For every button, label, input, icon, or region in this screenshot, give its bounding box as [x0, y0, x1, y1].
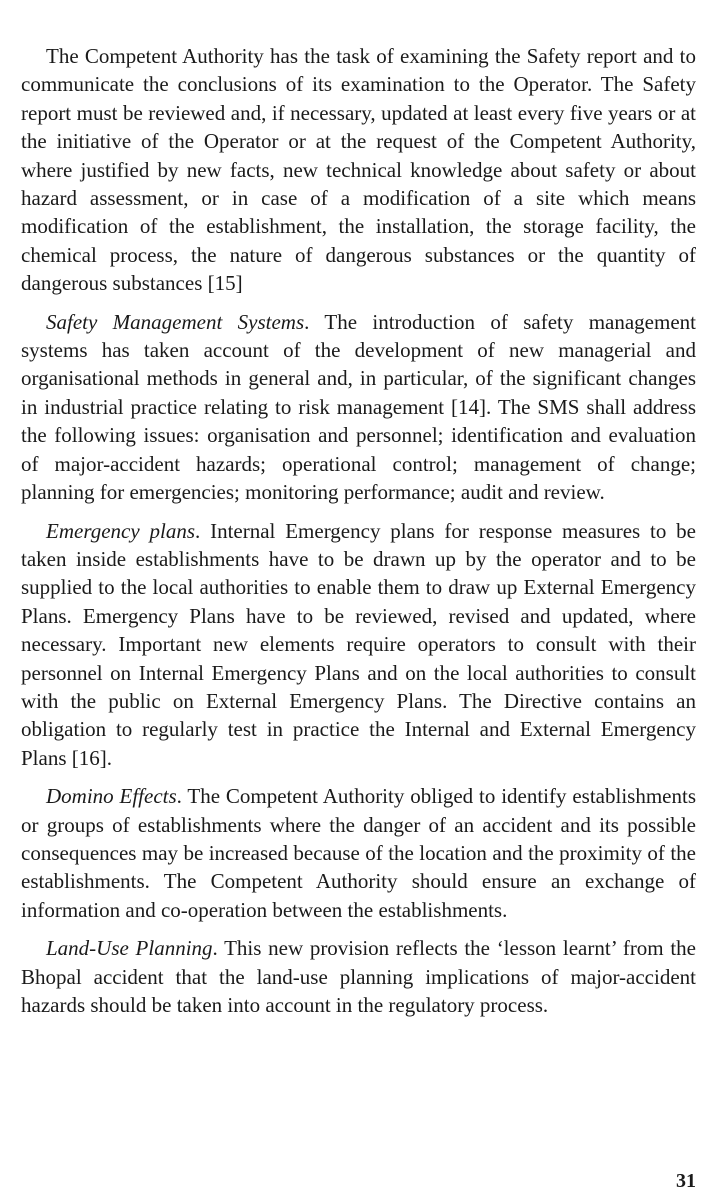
paragraph-heading: Safety Management Systems — [46, 309, 305, 334]
paragraph-text: . The introduction of safety management systems has taken account of the development of new managerial and organisational methods in general and, in particular, of the significant changes in industrial practice relating to risk management [14]. The SMS shall address the following issues: organisation and personnel; identification and evaluation of major-accident hazards; operational control; management of change; planning for emergencies; monitoring performance; audit and review. — [21, 309, 696, 505]
paragraph-text: . This new provision reflects the ‘lesson learnt’ from the Bhopal accident that the land-use planning implications of major-accident hazards should be taken into account in the regulatory process. — [21, 936, 696, 1017]
paragraph-emergency-plans — [21, 517, 696, 773]
paragraph-safety-management-systems — [21, 308, 696, 507]
paragraph-heading: Land-Use Planning — [46, 936, 213, 961]
paragraph-safety-report — [21, 42, 696, 298]
paragraph-text: . Internal Emergency plans for response measures to be taken inside establishments have to be drawn up by the operator and to be supplied to the local authorities to enable them to draw up External Emergency Plans. Emergency Plans have to be reviewed, revised and updated, where necessary. Important new elements require operators to consult with their personnel on Internal Emergency Plans and on the local authorities to consult with the public on External Emergency Plans. The Directive contains an obligation to regularly test in practice the Internal and External Emergency Plans [16]. — [21, 518, 696, 770]
page-number: 31 — [676, 1170, 696, 1192]
paragraph-heading: Emergency plans — [46, 518, 196, 543]
paragraph-domino-effects — [21, 782, 696, 924]
paragraph-heading: Domino Effects — [46, 784, 177, 809]
paragraph-text: . The Competent Authority obliged to identify establishments or groups of establishments where the danger of an accident and its possible consequences may be increased because of the location and the proximity of the establishments. The Competent Authority should ensure an exchange of information and co-operation between the establishments. — [21, 784, 697, 922]
paragraph-text: The Competent Authority has the task of examining the Safety report and to communicate the conclusions of its examination to the Operator. The Safety report must be reviewed and, if necessary, updated at least every five years or at the initiative of the Operator or at the request of the Competent Authority, where justified by new facts, new technical knowledge about safety or about hazard assessment, or in case of a modification of a site which means modification of the establishment, the installation, the storage facility, the chemical process, the nature of dangerous substances or the quantity of dangerous substances [15] — [21, 44, 696, 296]
paragraph-land-use-planning — [21, 934, 696, 1019]
document-page — [21, 42, 696, 1029]
